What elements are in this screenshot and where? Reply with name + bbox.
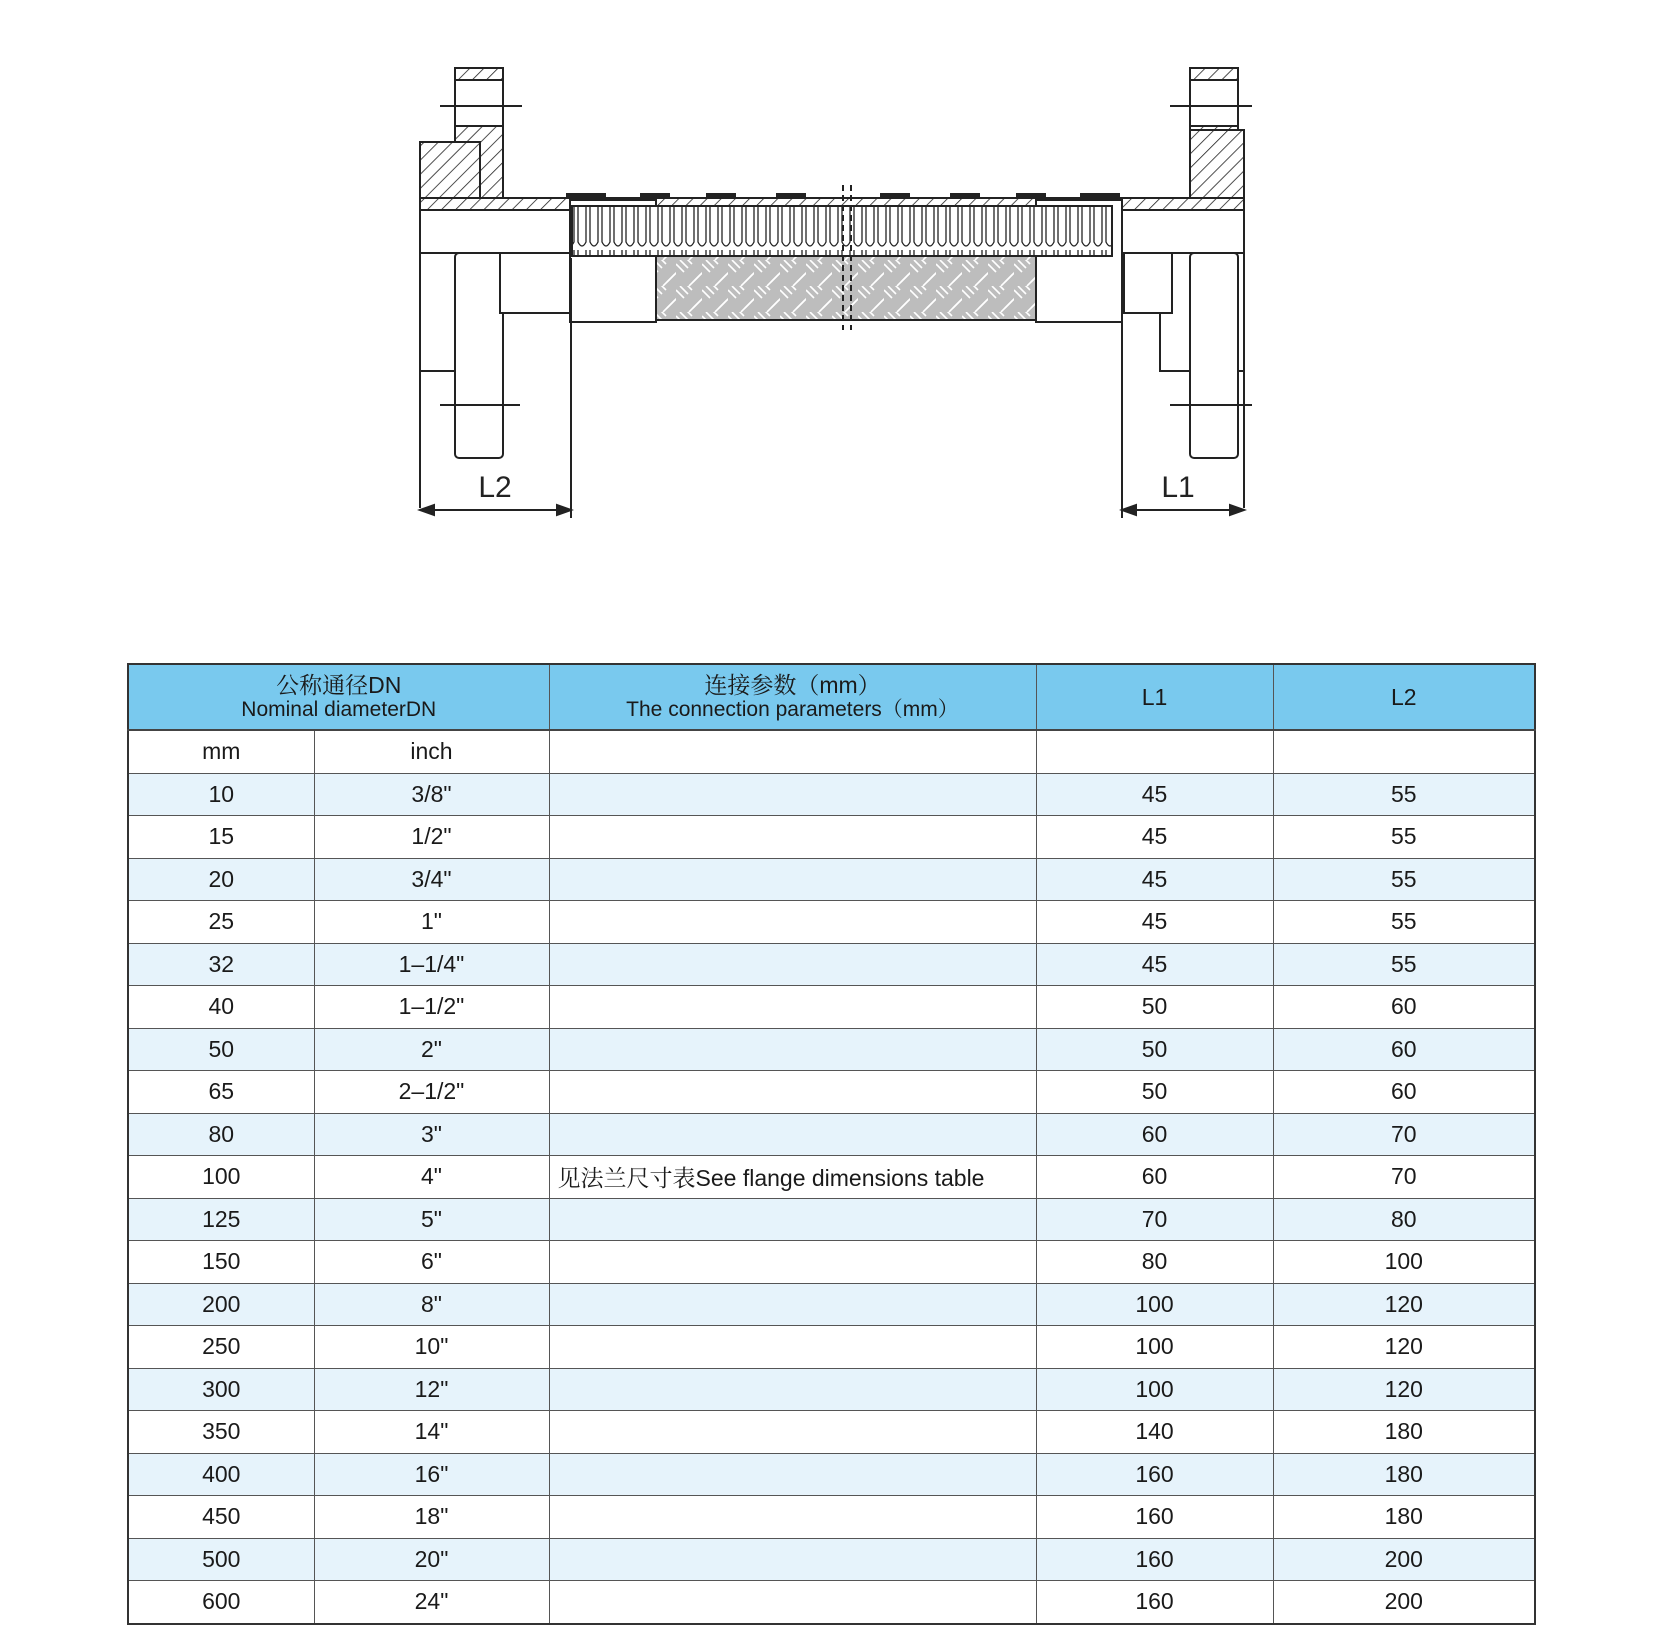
subheader-l1-empty — [1036, 730, 1273, 773]
cell-inch: 8" — [314, 1283, 549, 1326]
cell-mm: 200 — [128, 1283, 314, 1326]
cell-inch: 5" — [314, 1198, 549, 1241]
table-row — [128, 1538, 1535, 1581]
table-row — [128, 1581, 1535, 1624]
table-row — [128, 1113, 1535, 1156]
cell-mm: 50 — [128, 1028, 314, 1071]
table-row — [128, 1411, 1535, 1454]
cell-l2: 60 — [1273, 1028, 1535, 1071]
cell-l2: 180 — [1273, 1453, 1535, 1496]
cell-inch: 1/2" — [314, 816, 549, 859]
cell-l1: 45 — [1036, 816, 1273, 859]
cell-l1: 60 — [1036, 1113, 1273, 1156]
cell-connection — [549, 986, 1036, 1029]
cell-l1: 50 — [1036, 1028, 1273, 1071]
cell-mm: 32 — [128, 943, 314, 986]
header-connection-params — [549, 664, 1036, 730]
cell-inch: 4" — [314, 1156, 549, 1199]
cell-l1: 160 — [1036, 1453, 1273, 1496]
cell-inch: 3/8" — [314, 773, 549, 816]
cell-l2: 60 — [1273, 1071, 1535, 1114]
table-row — [128, 1453, 1535, 1496]
table-row — [128, 1156, 1535, 1199]
cell-l1: 45 — [1036, 901, 1273, 944]
cell-inch: 1–1/4" — [314, 943, 549, 986]
cell-l1: 100 — [1036, 1326, 1273, 1369]
cell-l2: 55 — [1273, 773, 1535, 816]
table-header-row — [128, 664, 1535, 730]
cell-inch: 14" — [314, 1411, 549, 1454]
table-row — [128, 1071, 1535, 1114]
hose-assembly-drawing — [0, 0, 1653, 560]
cell-connection — [549, 1538, 1036, 1581]
cell-l1: 160 — [1036, 1496, 1273, 1539]
cell-mm: 10 — [128, 773, 314, 816]
cell-connection — [549, 1581, 1036, 1624]
cell-inch: 3" — [314, 1113, 549, 1156]
cell-connection — [549, 1283, 1036, 1326]
dimension-label-l2: L2 — [478, 471, 512, 504]
dimension-label-l1: L1 — [1161, 471, 1195, 504]
cell-mm: 600 — [128, 1581, 314, 1624]
cell-inch: 16" — [314, 1453, 549, 1496]
table-row — [128, 858, 1535, 901]
subheader-l2-empty — [1273, 730, 1535, 773]
table-subheader-row — [128, 730, 1535, 773]
table-row — [128, 943, 1535, 986]
subheader-mm: mm — [128, 730, 314, 773]
header-l2: L2 — [1273, 664, 1535, 730]
cell-connection — [549, 858, 1036, 901]
header-conn-zh: 连接参数（mm） — [704, 671, 881, 698]
cell-l2: 120 — [1273, 1368, 1535, 1411]
table-row — [128, 1198, 1535, 1241]
cell-mm: 250 — [128, 1326, 314, 1369]
cell-l2: 120 — [1273, 1283, 1535, 1326]
cell-mm: 350 — [128, 1411, 314, 1454]
table-row — [128, 1241, 1535, 1284]
table-row — [128, 1368, 1535, 1411]
cell-mm: 20 — [128, 858, 314, 901]
cell-l2: 55 — [1273, 858, 1535, 901]
cell-l2: 55 — [1273, 901, 1535, 944]
cell-inch: 1" — [314, 901, 549, 944]
left-flange — [420, 68, 572, 508]
table-row — [128, 816, 1535, 859]
cell-l1: 140 — [1036, 1411, 1273, 1454]
cell-l2: 70 — [1273, 1156, 1535, 1199]
cell-l2: 80 — [1273, 1198, 1535, 1241]
table-row — [128, 773, 1535, 816]
cell-inch: 12" — [314, 1368, 549, 1411]
cell-connection — [549, 1241, 1036, 1284]
cell-connection — [549, 816, 1036, 859]
cell-connection — [549, 901, 1036, 944]
cell-l1: 80 — [1036, 1241, 1273, 1284]
cell-l1: 45 — [1036, 858, 1273, 901]
header-nominal-en: Nominal diameterDN — [241, 698, 437, 722]
cell-l1: 45 — [1036, 943, 1273, 986]
cell-connection — [549, 1326, 1036, 1369]
cell-inch: 20" — [314, 1538, 549, 1581]
table-row — [128, 986, 1535, 1029]
cell-connection — [549, 943, 1036, 986]
cell-l2: 60 — [1273, 986, 1535, 1029]
cell-mm: 15 — [128, 816, 314, 859]
table-row — [128, 1496, 1535, 1539]
cell-l2: 70 — [1273, 1113, 1535, 1156]
cell-mm: 65 — [128, 1071, 314, 1114]
cell-inch: 10" — [314, 1326, 549, 1369]
cell-l2: 180 — [1273, 1411, 1535, 1454]
cell-l2: 180 — [1273, 1496, 1535, 1539]
cell-connection — [549, 1113, 1036, 1156]
header-nominal-diameter — [128, 664, 549, 730]
cell-inch: 2–1/2" — [314, 1071, 549, 1114]
cell-connection — [549, 1453, 1036, 1496]
cell-connection — [549, 1071, 1036, 1114]
cell-connection — [549, 773, 1036, 816]
subheader-inch: inch — [314, 730, 549, 773]
cell-connection — [549, 1028, 1036, 1071]
cell-mm: 25 — [128, 901, 314, 944]
cell-connection — [549, 1411, 1036, 1454]
cell-connection: 见法兰尺寸表See flange dimensions table — [549, 1156, 1036, 1199]
cell-l1: 50 — [1036, 1071, 1273, 1114]
cell-inch: 6" — [314, 1241, 549, 1284]
right-flange — [1124, 68, 1252, 508]
cell-l2: 120 — [1273, 1326, 1535, 1369]
cell-l2: 55 — [1273, 816, 1535, 859]
cell-l2: 55 — [1273, 943, 1535, 986]
cell-l1: 100 — [1036, 1368, 1273, 1411]
cell-mm: 500 — [128, 1538, 314, 1581]
cell-connection — [549, 1496, 1036, 1539]
cell-l1: 70 — [1036, 1198, 1273, 1241]
cell-inch: 3/4" — [314, 858, 549, 901]
cell-mm: 150 — [128, 1241, 314, 1284]
cell-inch: 24" — [314, 1581, 549, 1624]
cell-l1: 160 — [1036, 1538, 1273, 1581]
spec-table — [127, 663, 1536, 1625]
cell-inch: 2" — [314, 1028, 549, 1071]
cell-inch: 18" — [314, 1496, 549, 1539]
cell-mm: 100 — [128, 1156, 314, 1199]
cell-connection — [549, 1368, 1036, 1411]
cell-l2: 200 — [1273, 1581, 1535, 1624]
cell-l1: 45 — [1036, 773, 1273, 816]
cell-mm: 450 — [128, 1496, 314, 1539]
cell-mm: 125 — [128, 1198, 314, 1241]
cell-mm: 400 — [128, 1453, 314, 1496]
cell-l1: 50 — [1036, 986, 1273, 1029]
cell-mm: 300 — [128, 1368, 314, 1411]
cell-l1: 60 — [1036, 1156, 1273, 1199]
table-row — [128, 1283, 1535, 1326]
subheader-connection-empty — [549, 730, 1036, 773]
cell-connection — [549, 1198, 1036, 1241]
cell-inch: 1–1/2" — [314, 986, 549, 1029]
cell-mm: 80 — [128, 1113, 314, 1156]
table-row — [128, 901, 1535, 944]
header-conn-en: The connection parameters（mm） — [626, 698, 959, 722]
table-row — [128, 1326, 1535, 1369]
header-nominal-zh: 公称通径DN — [276, 671, 402, 698]
cell-l1: 160 — [1036, 1581, 1273, 1624]
header-l1: L1 — [1036, 664, 1273, 730]
cell-l1: 100 — [1036, 1283, 1273, 1326]
cell-l2: 100 — [1273, 1241, 1535, 1284]
cell-mm: 40 — [128, 986, 314, 1029]
cell-l2: 200 — [1273, 1538, 1535, 1581]
table-row — [128, 1028, 1535, 1071]
